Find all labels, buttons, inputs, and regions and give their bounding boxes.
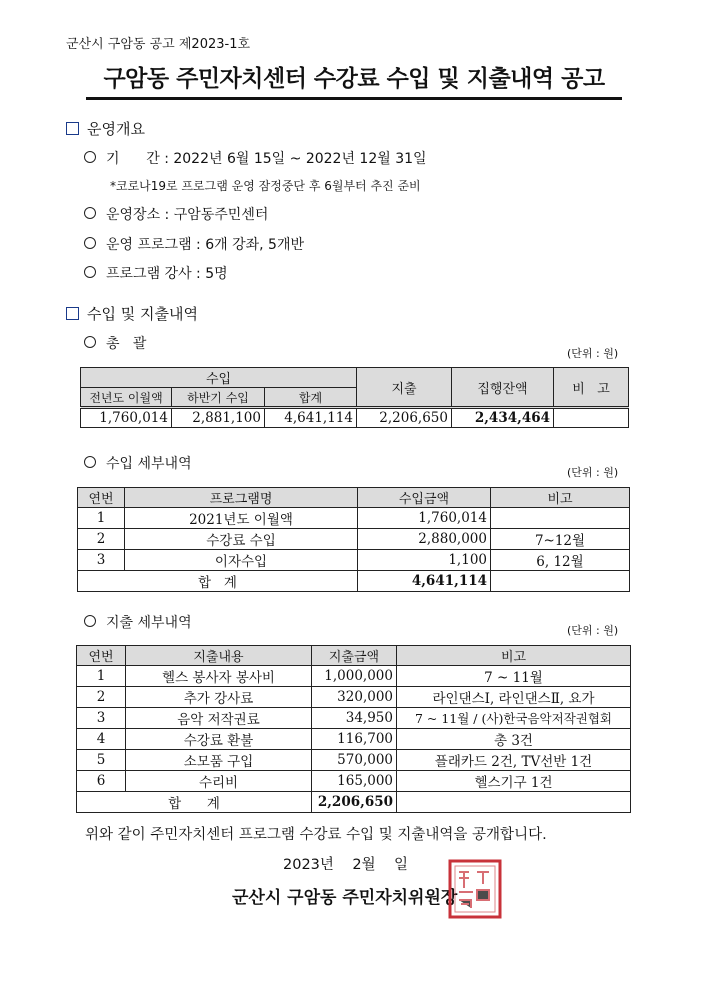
income-table [77, 487, 630, 592]
cell-amount: 1,000,000 [312, 666, 397, 687]
closing-text: 위와 같이 주민자치센터 프로그램 수강료 수입 및 지출내역을 공개합니다. [85, 827, 547, 843]
expense-label [84, 612, 192, 632]
total-label: 합 계 [77, 792, 312, 813]
value-expense: 2,206,650 [357, 408, 452, 428]
section-heading: 운영개요 [87, 120, 145, 138]
header-note: 비고 [491, 488, 630, 508]
cell-amount: 1,760,014 [358, 508, 491, 529]
table-row [77, 729, 631, 750]
circle-bullet-icon [84, 237, 96, 249]
total-amount: 2,206,650 [312, 792, 397, 813]
expense-table [76, 645, 631, 813]
cell-no: 1 [78, 508, 125, 529]
section-heading: 수입 및 지출내역 [87, 305, 198, 323]
cell-note: 라인댄스Ⅰ, 라인댄스Ⅱ, 요가 [397, 687, 631, 708]
circle-bullet-icon [84, 456, 96, 468]
header-amount: 지출금액 [312, 646, 397, 666]
header-note: 비 고 [554, 368, 629, 408]
header-expense: 지출 [357, 368, 452, 408]
value-note [554, 408, 629, 428]
checkbox-square-icon [66, 307, 79, 320]
header-program: 프로그램명 [125, 488, 358, 508]
table-row [77, 708, 631, 729]
checkbox-square-icon [66, 122, 79, 135]
cell-amount: 165,000 [312, 771, 397, 792]
cell-content: 음악 저작권료 [126, 708, 312, 729]
cell-content: 헬스 봉사자 봉사비 [126, 666, 312, 687]
cell-content: 수리비 [126, 771, 312, 792]
cell-program: 수강료 수입 [125, 529, 358, 550]
cell-no: 1 [77, 666, 126, 687]
instructors [84, 263, 228, 283]
cell-no: 6 [77, 771, 126, 792]
cell-program: 이자수입 [125, 550, 358, 571]
section-finance [66, 303, 198, 324]
cell-content: 수강료 환불 [126, 729, 312, 750]
header-no: 연번 [77, 646, 126, 666]
header-no: 연번 [78, 488, 125, 508]
header-note: 비고 [397, 646, 631, 666]
place [84, 204, 268, 224]
table-row [78, 508, 630, 529]
income-label [84, 453, 192, 473]
circle-bullet-icon [84, 615, 96, 627]
unit-label: (단위 : 원) [567, 466, 619, 479]
value-prev: 1,760,014 [81, 408, 172, 428]
cell-content: 추가 강사료 [126, 687, 312, 708]
signature: 군산시 구암동 주민자치위원장 [232, 888, 458, 908]
circle-bullet-icon [84, 266, 96, 278]
cell-program: 2021년도 이월액 [125, 508, 358, 529]
total-label: 합 계 [78, 571, 358, 592]
cell-amount: 34,950 [312, 708, 397, 729]
header-income: 수입 [81, 368, 357, 388]
circle-bullet-icon [84, 207, 96, 219]
table-row [77, 687, 631, 708]
table-row [77, 750, 631, 771]
summary-label [84, 333, 146, 353]
cell-note: 7~12월 [491, 529, 630, 550]
total-row [77, 792, 631, 813]
cell-no: 3 [78, 550, 125, 571]
cell-amount: 1,100 [358, 550, 491, 571]
cell-amount: 116,700 [312, 729, 397, 750]
period [84, 148, 427, 168]
cell-amount: 570,000 [312, 750, 397, 771]
header-content: 지출내용 [126, 646, 312, 666]
programs [84, 234, 304, 254]
cell-no: 3 [77, 708, 126, 729]
cell-no: 4 [77, 729, 126, 750]
table-row [78, 550, 630, 571]
notice-number: 군산시 구암동 공고 제2023-1호 [66, 37, 251, 52]
income-label-text: 수입 세부내역 [106, 456, 192, 472]
table-row [78, 529, 630, 550]
cell-amount: 2,880,000 [358, 529, 491, 550]
cell-no: 2 [77, 687, 126, 708]
total-amount: 4,641,114 [358, 571, 491, 592]
cell-no: 2 [78, 529, 125, 550]
cell-note [491, 508, 630, 529]
unit-label: (단위 : 원) [567, 347, 619, 360]
date: 2023년 2월 일 [283, 857, 409, 873]
section-overview [66, 118, 145, 139]
value-total: 4,641,114 [265, 408, 357, 428]
summary-table [80, 367, 629, 428]
value-balance: 2,434,464 [452, 408, 554, 428]
unit-label: (단위 : 원) [567, 624, 619, 637]
instructors-text: 프로그램 강사 : 5명 [106, 266, 228, 282]
cell-note: 헬스기구 1건 [397, 771, 631, 792]
circle-bullet-icon [84, 151, 96, 163]
cell-note: 7 ~ 11월 / (사)한국음악저작권협회 [397, 708, 631, 729]
cell-note: 총 3건 [397, 729, 631, 750]
period-note: *코로나19로 프로그램 운영 잠정중단 후 6월부터 추진 준비 [110, 179, 421, 193]
header-half: 하반기 수입 [172, 388, 265, 408]
header-total: 합계 [265, 388, 357, 408]
total-row [78, 571, 630, 592]
cell-no: 5 [77, 750, 126, 771]
cell-amount: 320,000 [312, 687, 397, 708]
cell-note: 6, 12월 [491, 550, 630, 571]
value-half: 2,881,100 [172, 408, 265, 428]
table-row [77, 666, 631, 687]
circle-bullet-icon [84, 336, 96, 348]
programs-text: 운영 프로그램 : 6개 강좌, 5개반 [106, 237, 304, 253]
cell-note: 7 ~ 11월 [397, 666, 631, 687]
header-prev: 전년도 이월액 [81, 388, 172, 408]
cell-note: 플래카드 2건, TV선반 1건 [397, 750, 631, 771]
official-seal-icon [447, 858, 503, 920]
place-text: 운영장소 : 구암동주민센터 [106, 207, 269, 223]
header-balance: 집행잔액 [452, 368, 554, 408]
expense-label-text: 지출 세부내역 [106, 615, 192, 631]
table-row [77, 771, 631, 792]
header-amount: 수입금액 [358, 488, 491, 508]
page-title: 구암동 주민자치센터 수강료 수입 및 지출내역 공고 [86, 60, 622, 100]
period-text: 기 간 : 2022년 6월 15일 ~ 2022년 12월 31일 [106, 151, 427, 167]
summary-label-text: 총 괄 [106, 336, 147, 352]
cell-content: 소모품 구입 [126, 750, 312, 771]
